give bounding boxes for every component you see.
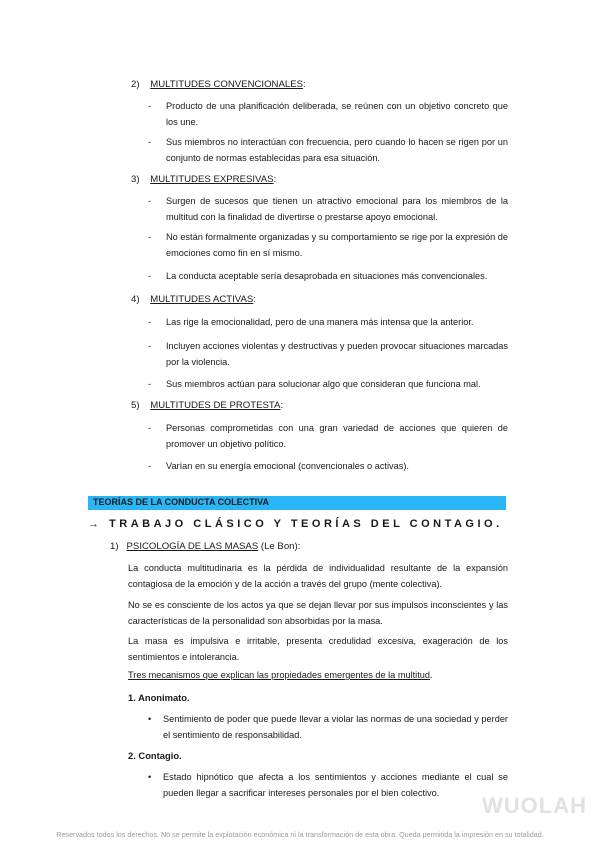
paragraph: La conducta multitudinaria es la pérdida de individualidad resultante de la expansión contagiosa de la emoción y de la acción a través del grupo (mente colectiva).: [128, 563, 508, 589]
section-title: MULTITUDES ACTIVAS: [150, 294, 254, 305]
dash-marker: -: [148, 101, 152, 111]
mechanism-text: Sentimiento de poder que puede llevar a violar las normas de una sociedad y perder el sentimiento de responsabilidad.: [163, 714, 508, 740]
mechanisms-heading: [128, 667, 508, 683]
section-colon: :: [280, 400, 284, 411]
section-heading: [131, 79, 306, 91]
bullet-item: Personas comprometidas con una gran variedad de acciones que quieren de promover un objetivo político.: [166, 423, 508, 449]
bullet-item: Sus miembros no interactúan con frecuencia, pero cuando lo hacen se rigen por un conjunto de normas establecidas para esa situación.: [166, 137, 508, 163]
watermark-logo: WUOLAH: [482, 793, 587, 818]
paragraph: La masa es impulsiva e irritable, presenta credulidad excesiva, exageración de los sentimientos e intolerancia.: [128, 636, 508, 662]
bullet-item: Las rige la emocionalidad, pero de una manera más intensa que la anterior.: [166, 317, 474, 327]
subsection-number: 1): [110, 541, 119, 552]
dash-marker: -: [148, 271, 152, 281]
bullet-item: Producto de una planificación deliberada, se reúnen con un objetivo concreto que los une.: [166, 101, 508, 127]
section-heading: [131, 400, 283, 412]
footer-notice: Reservados todos los derechos. No se permite la explotación económica ni la transformación de esta obra. Queda permitida la impresión en su totalidad.: [56, 830, 544, 839]
bullet-dot: •: [148, 714, 152, 724]
bullet-item: Varían en su energía emocional (convencionales o activas).: [166, 461, 409, 471]
section-number: 2): [131, 79, 140, 90]
section-heading: [131, 174, 276, 186]
mechanisms-heading-period: .: [430, 670, 433, 680]
section-heading: [131, 294, 256, 306]
highlighted-section-title: [88, 496, 506, 510]
bullet-item: Surgen de sucesos que tienen un atractivo emocional para los miembros de la multitud con la finalidad de divertirse o prestarse apoyo emocional.: [166, 196, 508, 222]
mechanisms-heading-text: Tres mecanismos que explican las propiedades emergentes de la multitud: [128, 670, 430, 680]
subsection-author: (Le Bon):: [258, 541, 301, 552]
highlighted-title-text: TEORÍAS DE LA CONDUCTA COLECTIVA: [93, 497, 269, 507]
section-colon: :: [303, 79, 306, 90]
bullet-item: No están formalmente organizadas y su comportamiento se rige por la expresión de emociones como fin en sí mismo.: [166, 232, 508, 258]
mechanism-text: Estado hipnótico que afecta a los sentimientos y acciones mediante el cual se pueden llegar a sacrificar intereses personales por el bien colectivo.: [163, 772, 508, 798]
dash-marker: -: [148, 317, 152, 327]
section-number: 3): [131, 174, 140, 185]
dash-marker: -: [148, 341, 152, 351]
subsection-title-text: PSICOLOGÍA DE LAS MASAS: [126, 541, 259, 552]
paragraph: No se es consciente de los actos ya que se dejan llevar por sus impulsos inconscientes y las características de la personalidad son absorbidas por la masa.: [128, 600, 508, 626]
section-title: MULTITUDES EXPRESIVAS: [150, 174, 274, 185]
bullet-item: Incluyen acciones violentas y destructivas y pueden provocar situaciones marcadas por la violencia.: [166, 341, 508, 367]
dash-marker: -: [148, 196, 152, 206]
dash-marker: -: [148, 461, 152, 471]
subsection-title: [110, 541, 300, 553]
section-number: 5): [131, 400, 140, 411]
dash-marker: -: [148, 232, 152, 242]
subsection-heading: → TRABAJO CLÁSICO Y TEORÍAS DEL CONTAGIO.: [88, 518, 503, 530]
bullet-dot: •: [148, 772, 152, 782]
section-number: 4): [131, 294, 140, 305]
dash-marker: -: [148, 423, 152, 433]
section-colon: :: [253, 294, 256, 305]
mechanism-label: 2. Contagio.: [128, 750, 182, 761]
section-title: MULTITUDES CONVENCIONALES: [150, 79, 304, 90]
mechanism-label: 1. Anonimato.: [128, 692, 190, 703]
dash-marker: -: [148, 379, 152, 389]
bullet-item: La conducta aceptable sería desaprobada en situaciones más convencionales.: [166, 271, 488, 281]
bullet-item: Sus miembros actúan para solucionar algo que consideran que funciona mal.: [166, 379, 481, 389]
section-title: MULTITUDES DE PROTESTA: [150, 400, 281, 411]
dash-marker: -: [148, 137, 152, 147]
section-colon: :: [273, 174, 277, 185]
